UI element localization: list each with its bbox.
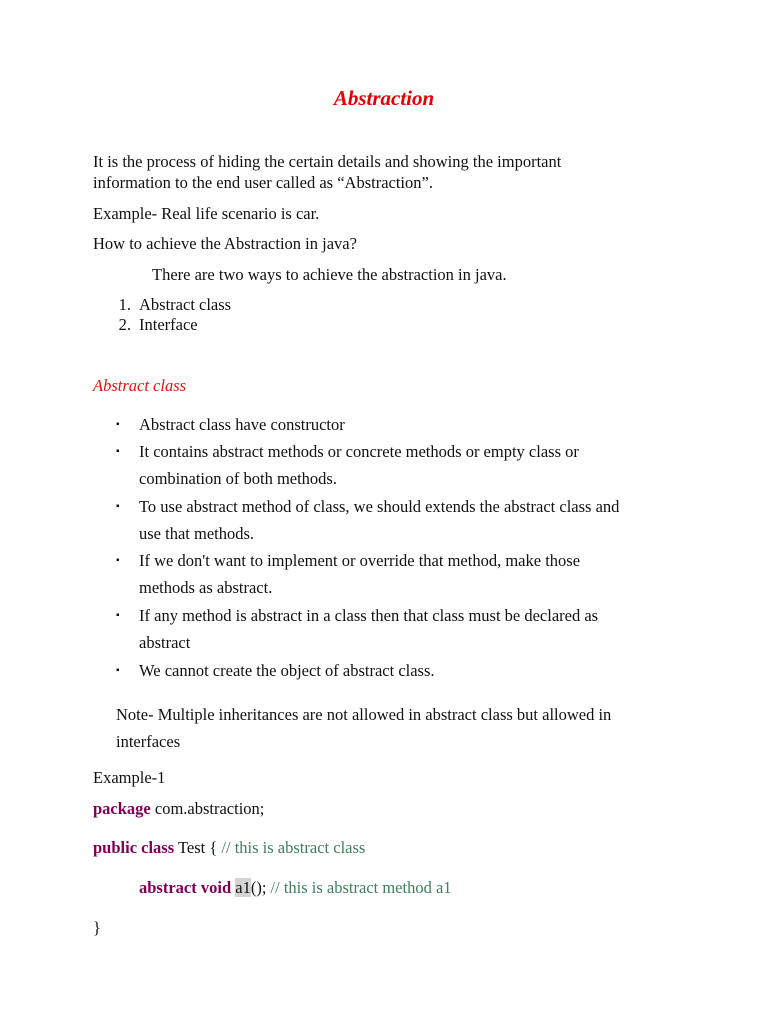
code-line-class <box>93 837 365 858</box>
two-ways-text: There are two ways to achieve the abstraction in java. <box>152 265 507 284</box>
example-text: Example- Real life scenario is car. <box>93 204 320 223</box>
code-keyword: abstract void <box>139 878 232 897</box>
code-comment: // this is abstract class <box>221 838 366 857</box>
bullet-icon: ▪ <box>116 610 120 621</box>
bullet-line: It contains abstract methods or concrete methods or empty class or <box>139 442 579 461</box>
note-line-2: interfaces <box>116 732 181 751</box>
code-keyword: package <box>93 799 151 818</box>
bullet-line: abstract <box>139 633 191 652</box>
how-question: How to achieve the Abstraction in java? <box>93 234 357 253</box>
code-line-method <box>139 877 452 898</box>
bullet-icon: ▪ <box>116 419 120 430</box>
bullet-line: Abstract class have constructor <box>139 415 345 434</box>
list-item-abstract-class: Abstract class <box>139 295 232 314</box>
page-title: Abstraction <box>333 86 435 110</box>
code-keyword: public class <box>93 838 175 857</box>
bullet-icon: ▪ <box>116 665 120 676</box>
code-text: (); <box>250 878 271 897</box>
note-line-1: Note- Multiple inheritances are not allowed in abstract class but allowed in <box>116 705 612 724</box>
bullet-line: If any method is abstract in a class then that class must be declared as <box>139 606 599 625</box>
code-line-close-brace: } <box>93 918 101 937</box>
code-method-name: a1 <box>235 878 251 897</box>
code-comment: // this is abstract method a1 <box>270 878 452 897</box>
bullet-line: use that methods. <box>139 524 255 543</box>
list-item-interface: Interface <box>139 315 198 334</box>
bullet-line: combination of both methods. <box>139 469 337 488</box>
bullet-icon: ▪ <box>116 446 120 457</box>
code-line-package <box>93 798 264 819</box>
code-text: com.abstraction; <box>150 799 265 818</box>
code-text: Test { <box>174 838 222 857</box>
bullet-line: methods as abstract. <box>139 578 273 597</box>
list-number: 1. <box>118 295 131 314</box>
intro-line-1: It is the process of hiding the certain details and showing the important <box>93 152 562 171</box>
list-number: 2. <box>118 315 131 334</box>
bullet-icon: ▪ <box>116 555 120 566</box>
example-1-label: Example-1 <box>93 768 166 787</box>
bullet-icon: ▪ <box>116 501 120 512</box>
intro-line-2: information to the end user called as “Abstraction”. <box>93 173 433 192</box>
section-heading: Abstract class <box>93 376 187 395</box>
bullet-line: To use abstract method of class, we should extends the abstract class and <box>139 497 620 516</box>
bullet-line: We cannot create the object of abstract class. <box>139 661 435 680</box>
bullet-line: If we don't want to implement or override that method, make those <box>139 551 581 570</box>
